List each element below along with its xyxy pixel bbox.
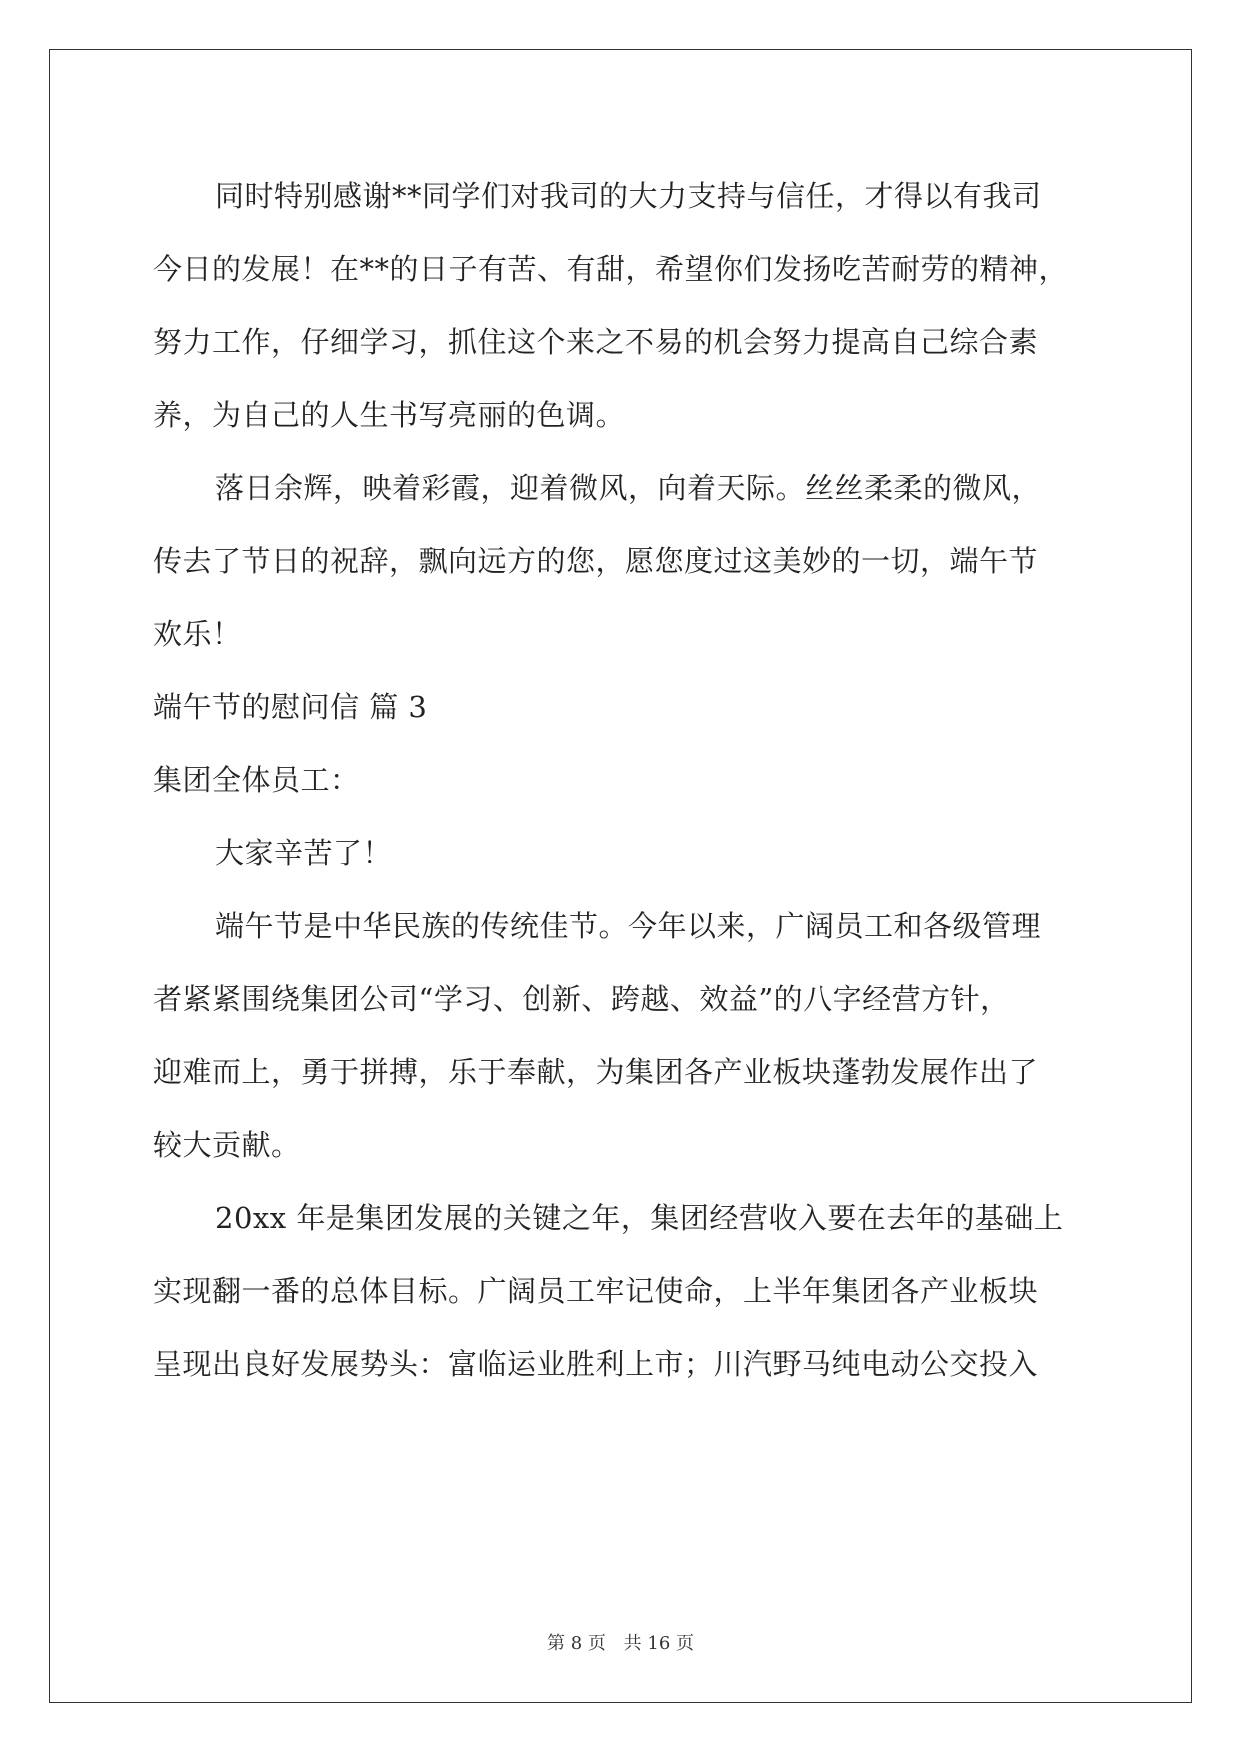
page-footer (0, 1629, 1241, 1655)
page-number: 第 8 页 (547, 1633, 606, 1654)
text-line: 落日余辉，映着彩霞，迎着微风，向着天际。丝丝柔柔的微风， (215, 471, 1042, 505)
text-line: 迎难而上，勇于拼搏，乐于奉献，为集团各产业板块蓬勃发展作出了 (153, 1055, 1039, 1089)
text-line: 传去了节日的祝辞，飘向远方的您，愿您度过这美妙的一切，端午节 (153, 544, 1039, 578)
text-line: 欢乐！ (153, 617, 242, 651)
salutation: 集团全体员工： (153, 763, 360, 797)
section-heading: 端午节的慰问信 篇 3 (153, 690, 428, 724)
text-line: 养，为自己的人生书写亮丽的色调。 (153, 398, 626, 432)
text-line: 端午节是中华民族的传统佳节。今年以来，广阔员工和各级管理 (215, 909, 1042, 943)
document-body (153, 160, 1093, 1401)
text-line: 较大贡献。 (153, 1128, 301, 1162)
text-line: 同时特别感谢**同学们对我司的大力支持与信任，才得以有我司 (215, 179, 1042, 213)
text-line: 者紧紧围绕集团公司“学习、创新、跨越、效益”的八字经营方针， (153, 982, 1010, 1016)
text-line: 实现翻一番的总体目标。广阔员工牢记使命，上半年集团各产业板块 (153, 1274, 1039, 1308)
text-line: 今日的发展！在**的日子有苦、有甜，希望你们发扬吃苦耐劳的精神， (153, 252, 1069, 286)
text-line: 努力工作，仔细学习，抓住这个来之不易的机会努力提高自己综合素 (153, 325, 1039, 359)
greeting-line: 大家辛苦了！ (215, 836, 393, 870)
page-total: 共 16 页 (623, 1633, 694, 1654)
text-line: 20xx 年是集团发展的关键之年，集团经营收入要在去年的基础上 (215, 1201, 1064, 1235)
text-line: 呈现出良好发展势头：富临运业胜利上市；川汽野马纯电动公交投入 (153, 1347, 1039, 1381)
